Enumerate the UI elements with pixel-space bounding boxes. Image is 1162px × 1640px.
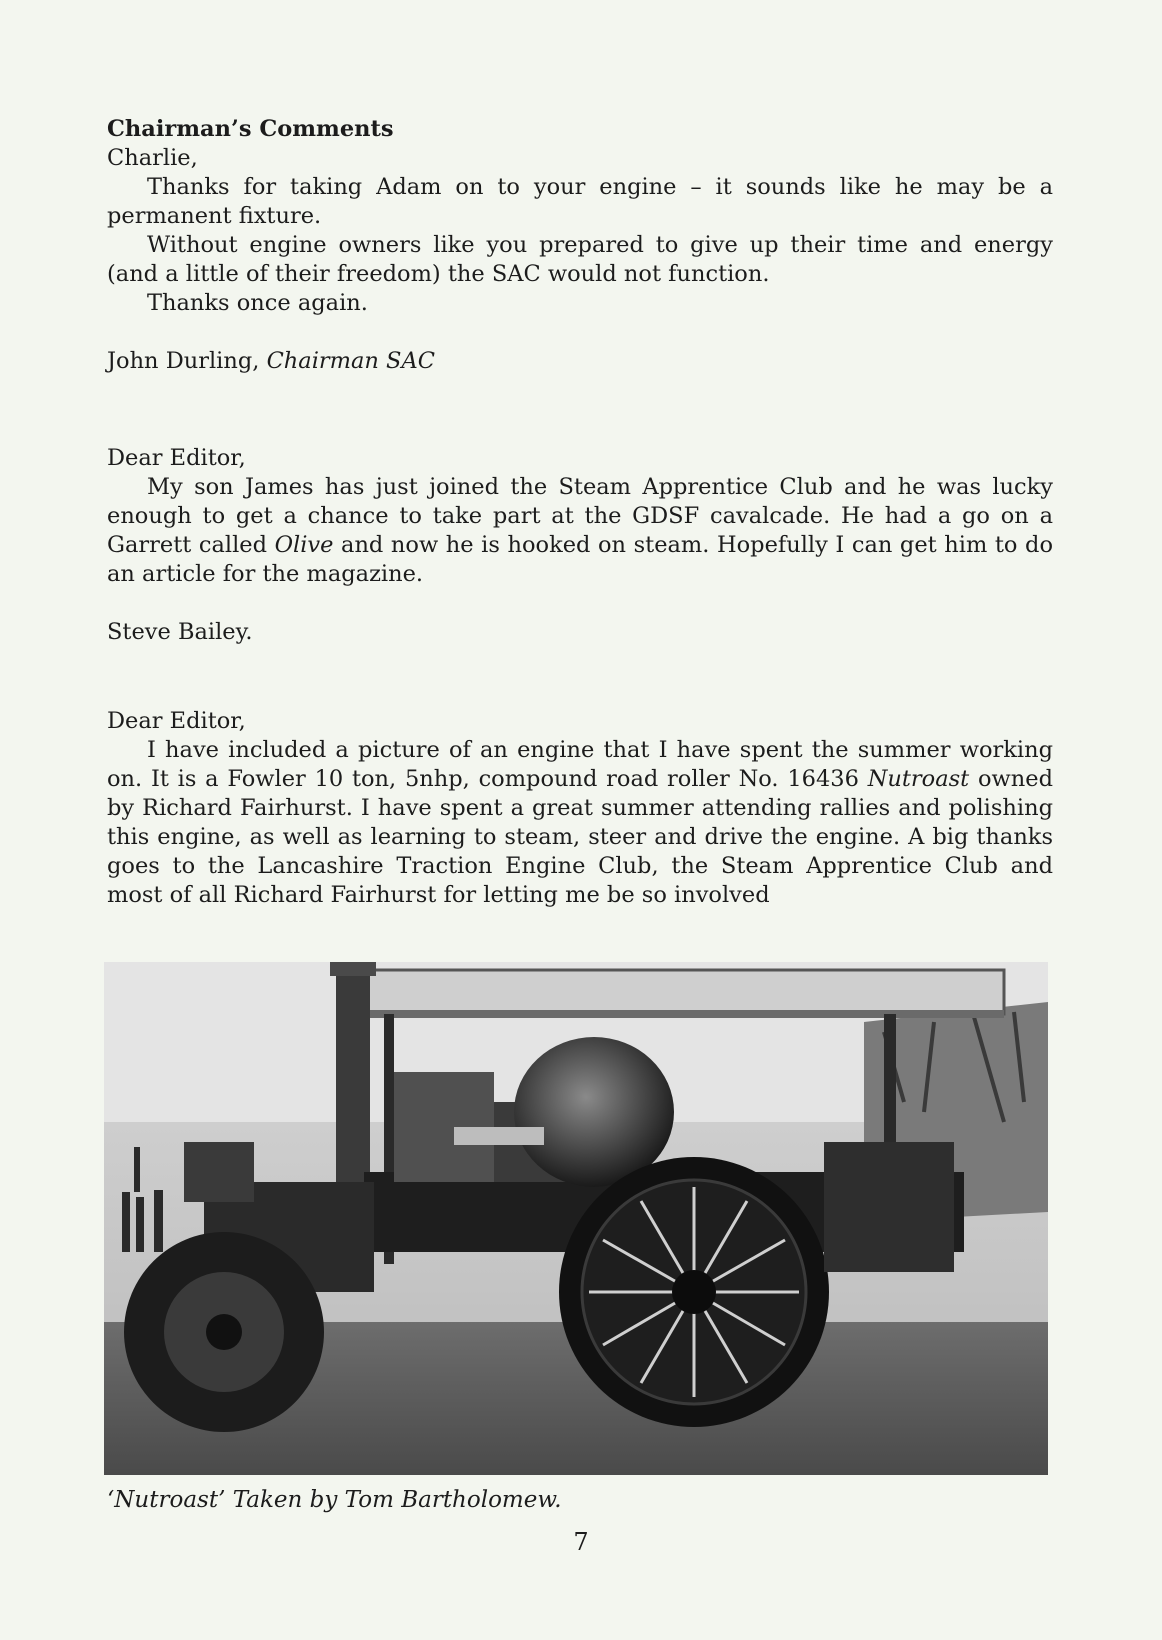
letter-nutroast	[107, 707, 1053, 910]
letter-text: and now he is hooked on steam. Hopefully I can get him to do an article for the magazine.	[107, 532, 1053, 587]
letter-text: owned by Richard Fairhurst. I have spent a great summer attending rallies and polishing this engine, as well as learning to steam, steer and drive the engine. A big thanks goes to the Lancashire Traction Engine Club, the Steam Apprentice Club and most of all Richard Fairhurst for letting me be so involved	[107, 766, 1054, 908]
page-number: 7	[573, 1528, 589, 1556]
letter-text: I have included a picture of an engine that I have spent the summer working on. It is a Fowler 10 ton, 5nhp, compound road roller No. 16436	[107, 737, 1053, 792]
photo-caption: ‘Nutroast’ Taken by Tom Bartholomew.	[107, 1487, 562, 1513]
salutation: Dear Editor,	[107, 445, 246, 471]
letter-text: My son James has just joined the Steam Apprentice Club and he was lucky enough to get a chance to take part at the GDSF cavalcade. He had a go on a Garrett called	[107, 474, 1053, 558]
signature-name: John Durling,	[107, 348, 267, 374]
paragraph: Without engine owners like you prepared to give up their time and energy (and a little of their freedom) the SAC would not function.	[107, 232, 1053, 287]
salutation: Charlie,	[107, 145, 198, 171]
road-roller-photo	[104, 962, 1048, 1475]
signature: Steve Bailey.	[107, 619, 253, 645]
letter-body	[107, 736, 1053, 910]
chairmans-comments-section	[107, 115, 1053, 376]
engine-name: Olive	[274, 532, 334, 558]
letter-body	[107, 473, 1053, 589]
signature-title: Chairman SAC	[266, 348, 435, 374]
engine-name: Nutroast	[867, 766, 970, 792]
paragraph: Thanks for taking Adam on to your engine – it sounds like he may be a permanent fixture.	[107, 174, 1053, 229]
paragraph: Thanks once again.	[147, 290, 368, 316]
salutation: Dear Editor,	[107, 708, 246, 734]
section-heading: Chairman’s Comments	[107, 116, 394, 142]
letter-steve-bailey	[107, 444, 1053, 647]
signature	[107, 347, 1053, 376]
